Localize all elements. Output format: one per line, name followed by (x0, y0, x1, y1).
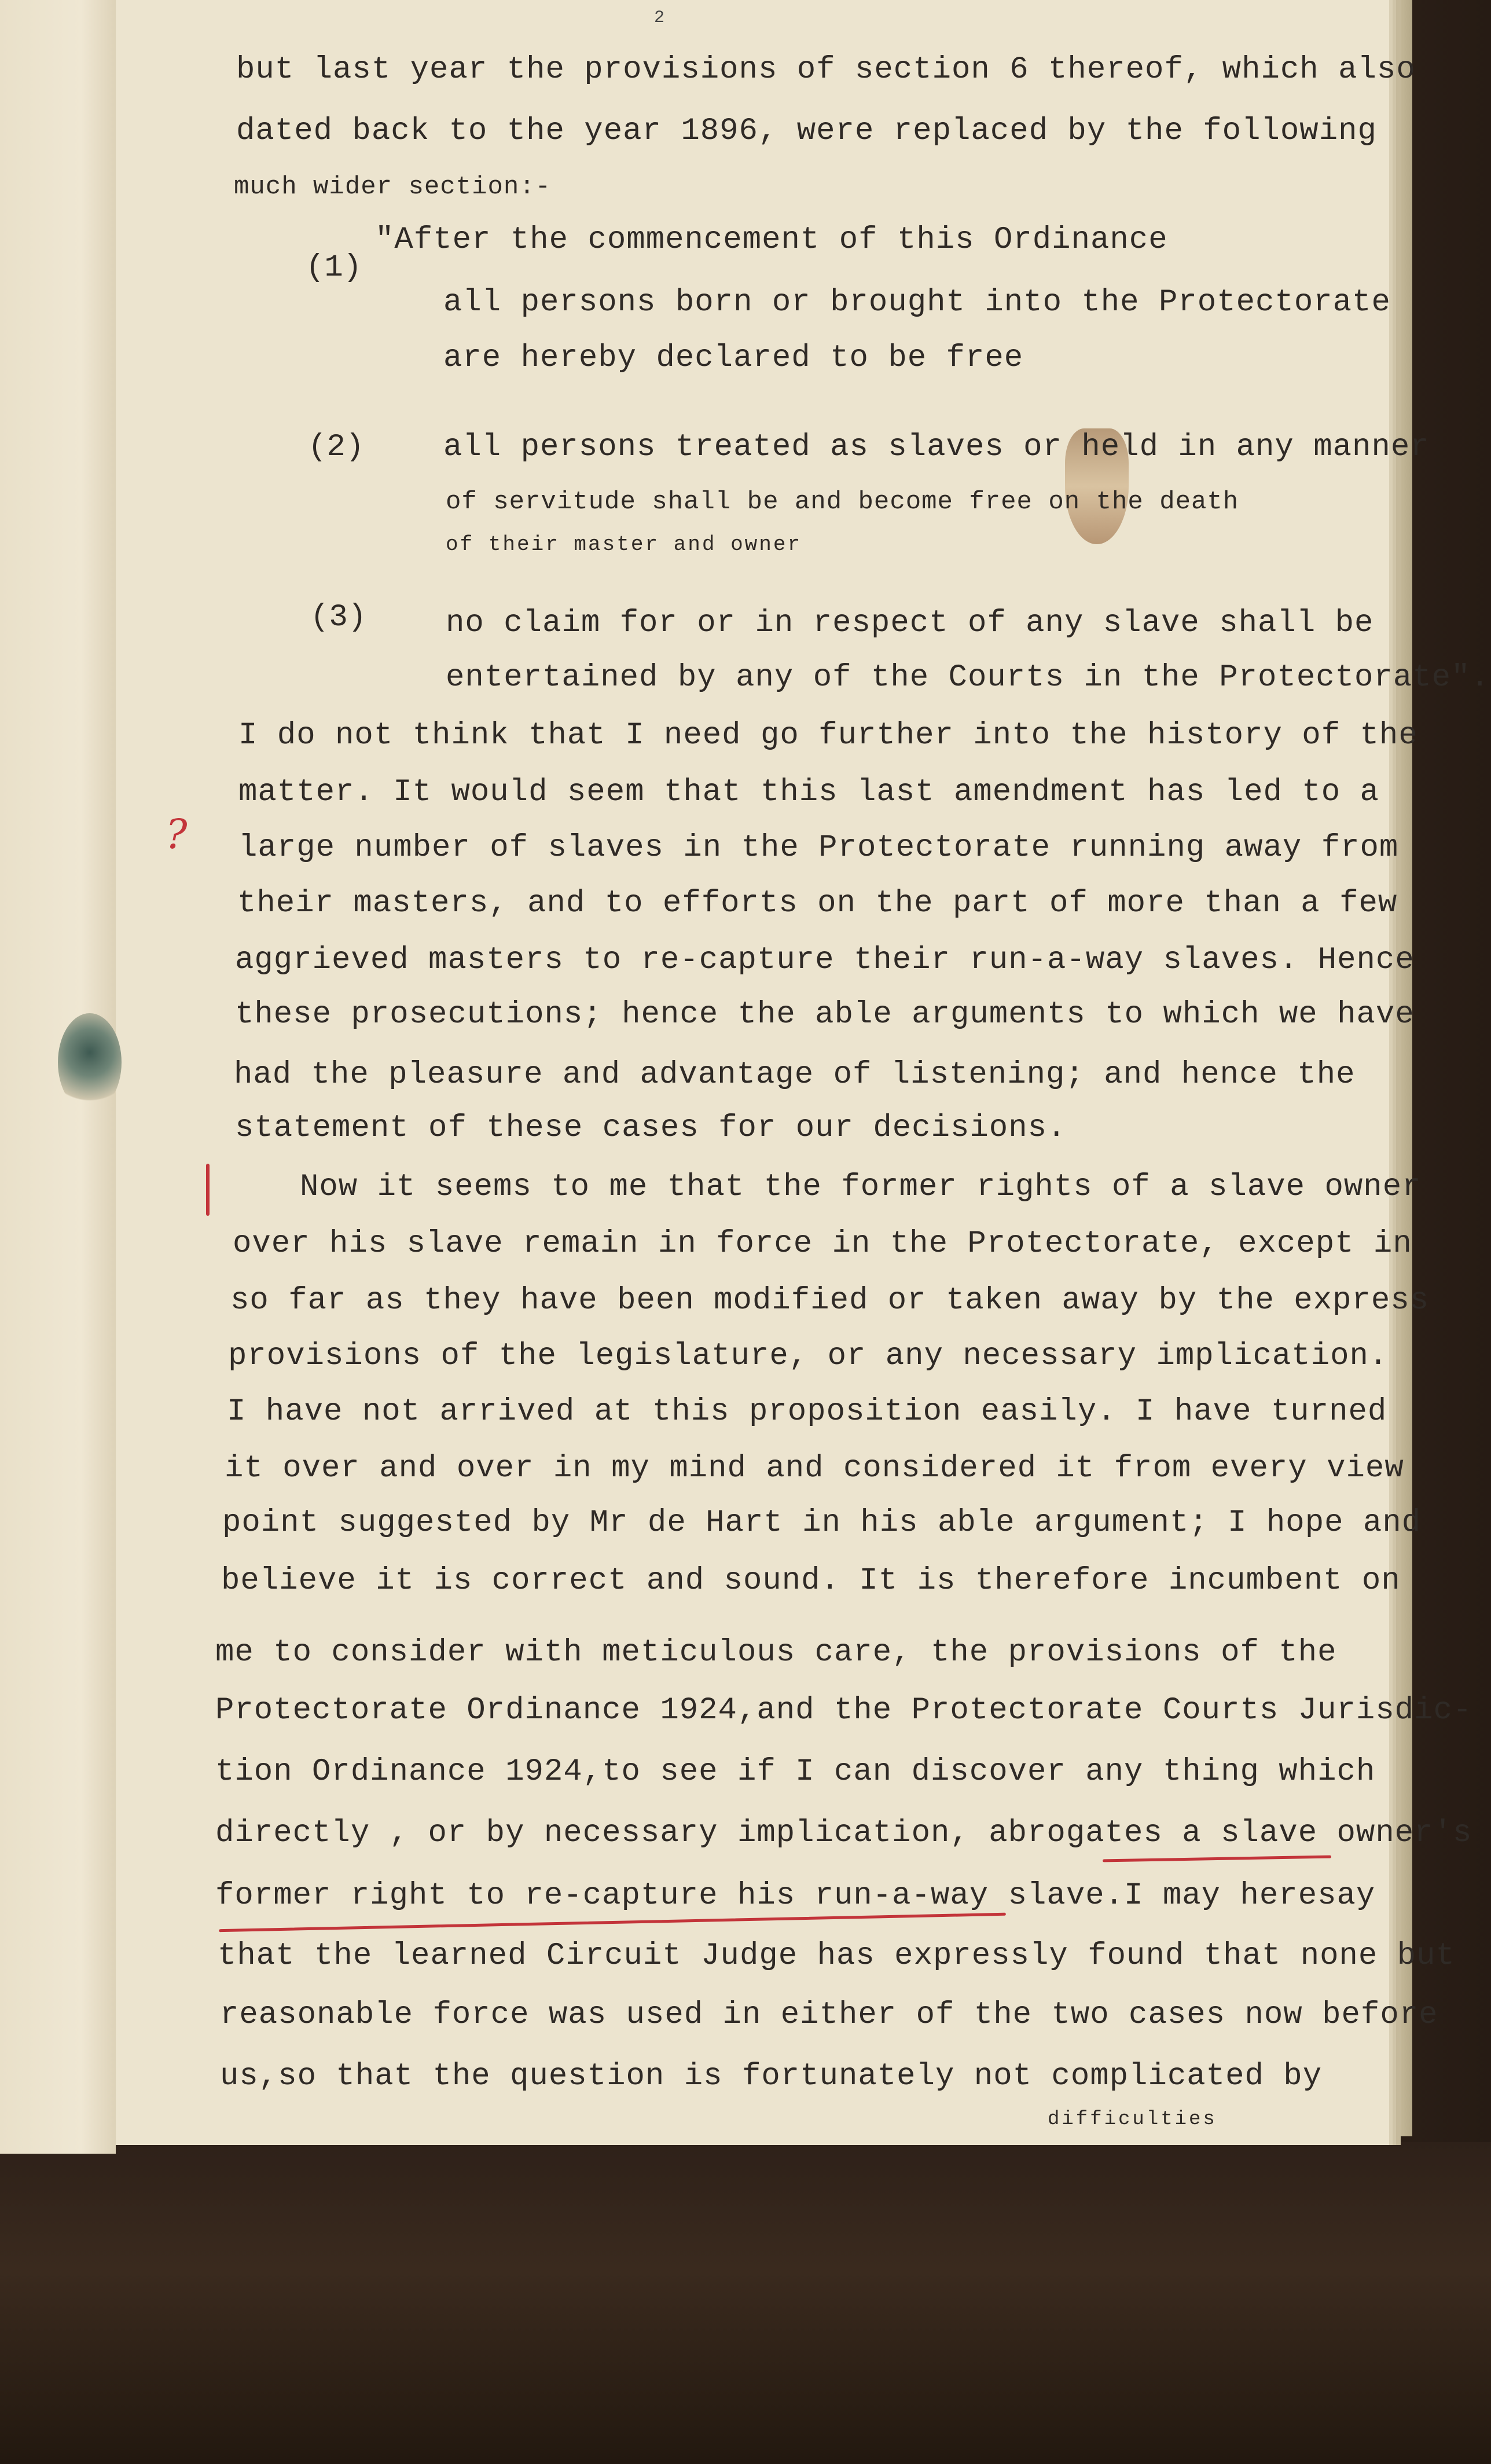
text-line: that the learned Circuit Judge has expressly found that none but (218, 1938, 1455, 1974)
clause-line: are hereby declared to be free (443, 340, 1024, 376)
margin-mark (206, 1164, 210, 1216)
clause-line: entertained by any of the Courts in the Protectorate". (446, 660, 1490, 695)
text-line: I do not think that I need go further into the history of the (238, 718, 1418, 753)
clause-line: all persons treated as slaves or held in any manner (443, 430, 1430, 465)
clause-line: all persons born or brought into the Protectorate (443, 285, 1391, 320)
clause-line: no claim for or in respect of any slave shall be (446, 606, 1374, 641)
text-line: us,so that the question is fortunately not complicated by (220, 2059, 1323, 2094)
text-line: these prosecutions; hence the able arguments to which we have (235, 997, 1415, 1032)
text-line: former right to re-capture his run-a-way slave.I may heresay (215, 1878, 1376, 1913)
text-line: their masters, and to efforts on the part of more than a few (237, 886, 1398, 921)
text-line: believe it is correct and sound. It is therefore incumbent on (221, 1563, 1401, 1598)
desk-surface (0, 2142, 1491, 2464)
text-line: me to consider with meticulous care, the provisions of the (215, 1635, 1337, 1670)
text-line: Protectorate Ordinance 1924,and the Protectorate Courts Jurisdic- (215, 1693, 1472, 1728)
clause-number: (2) (308, 430, 365, 465)
text-line: aggrieved masters to re-capture their run-a-way slaves. Hence (235, 943, 1415, 978)
clause-number: (1) (306, 250, 362, 285)
text-line: Now it seems to me that the former rights of a slave owner (300, 1169, 1422, 1205)
text-line: tion Ordinance 1924,to see if I can discover any thing which (215, 1754, 1376, 1790)
text-line: it over and over in my mind and considered it from every view (225, 1451, 1404, 1486)
text-line: point suggested by Mr de Hart in his able argument; I hope and (222, 1505, 1422, 1541)
margin-question-mark: ? (166, 811, 188, 858)
text-line: dated back to the year 1896, were replaced by the following (236, 113, 1377, 149)
catchword: difficulties (1048, 2109, 1217, 2131)
text-line: reasonable force was used in either of the two cases now before (220, 1997, 1438, 2033)
text-line: matter. It would seem that this last amendment has led to a (238, 775, 1379, 810)
clause-line: of their master and owner (446, 533, 802, 556)
text-line: much wider section:- (234, 173, 552, 201)
text-line: I have not arrived at this proposition easily. I have turned (227, 1394, 1387, 1429)
clause-number: (3) (310, 600, 367, 635)
text-line: directly , or by necessary implication, abrogates a slave owner's (215, 1816, 1472, 1851)
text-line: had the pleasure and advantage of listening; and hence the (234, 1057, 1356, 1092)
text-line: statement of these cases for our decisions. (235, 1110, 1067, 1146)
text-line: but last year the provisions of section 6 thereof, which also (236, 52, 1416, 87)
clause-line: of servitude shall be and become free on the death (446, 487, 1239, 516)
text-line: so far as they have been modified or taken away by the express (230, 1283, 1430, 1318)
punch-hole (58, 1013, 122, 1112)
quote-intro: "After the commencement of this Ordinance (375, 222, 1168, 258)
text-line: over his slave remain in force in the Protectorate, except in (233, 1226, 1412, 1262)
page-number: 2 (654, 8, 665, 28)
text-line: large number of slaves in the Protectorate running away from (238, 830, 1399, 866)
text-line: provisions of the legislature, or any necessary implication. (228, 1339, 1389, 1374)
